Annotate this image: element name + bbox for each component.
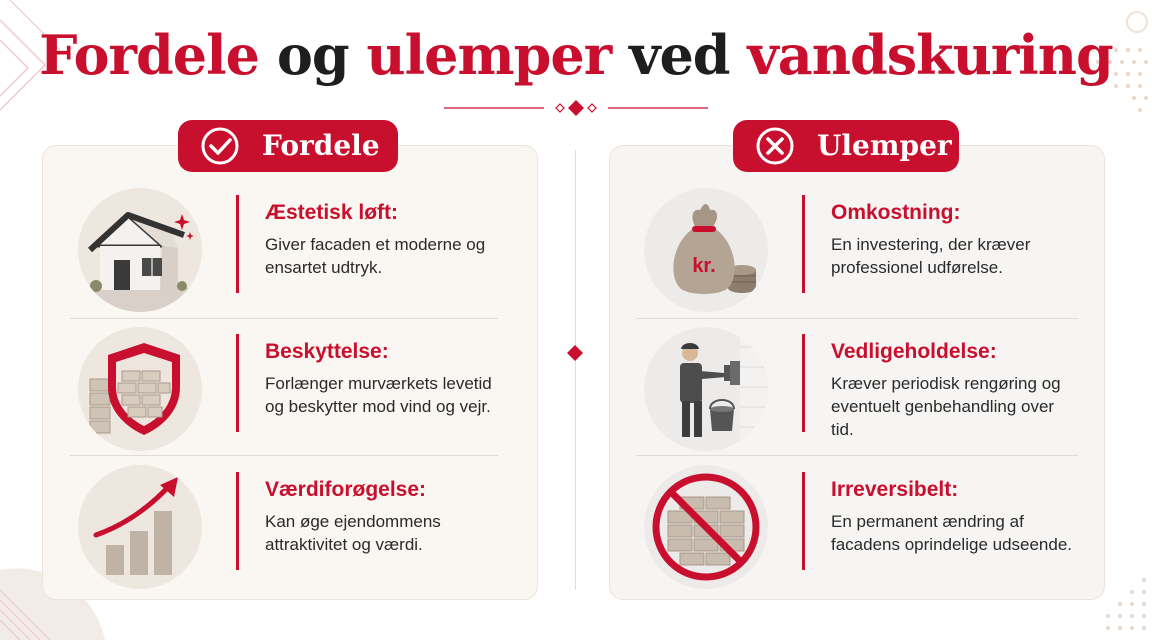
painter-icon	[644, 327, 768, 451]
pros-badge	[178, 120, 398, 172]
item-description: Forlænger murværkets levetid og beskytter mod vind og vejr.	[265, 374, 492, 416]
item-description: En permanent ændring af facadens oprindelige udseende.	[831, 512, 1073, 554]
cons-label: Ulemper	[817, 129, 952, 162]
row-separator	[636, 455, 1078, 456]
item-description: Kan øge ejendommens attraktivitet og værdi.	[265, 512, 441, 554]
cons-badge	[733, 120, 959, 172]
item-description: Kræver periodisk rengøring og eventuelt genbehandling over tid.	[831, 374, 1061, 439]
item-description: En investering, der kræver professionel udførelse.	[831, 235, 1031, 277]
title-word: ved	[629, 23, 730, 87]
money-bag-icon	[644, 188, 768, 312]
diamond-icon	[567, 345, 583, 361]
title-word: Fordele	[39, 23, 259, 87]
title-word: ulemper	[366, 23, 612, 87]
house-icon	[78, 188, 202, 312]
title-ornament	[440, 96, 712, 120]
item-heading: Æstetisk løft:	[265, 201, 399, 224]
no-brick-icon	[644, 465, 768, 589]
pros-item	[60, 183, 520, 313]
row-separator	[70, 455, 498, 456]
pros-label: Fordele	[262, 129, 380, 162]
x-circle-icon	[755, 126, 795, 166]
check-circle-icon	[200, 126, 240, 166]
shield-brick-icon	[78, 327, 202, 451]
page-title	[0, 20, 1152, 90]
cons-item	[626, 183, 1086, 313]
row-separator	[636, 318, 1078, 319]
money-bag-label: kr.	[692, 255, 716, 277]
pros-item	[60, 322, 520, 452]
row-separator	[70, 318, 498, 319]
pros-item	[60, 460, 520, 590]
cons-item	[626, 460, 1086, 590]
item-heading: Omkostning:	[831, 201, 961, 224]
item-description: Giver facaden et moderne og ensartet udtryk.	[265, 235, 486, 277]
item-heading: Irreversibelt:	[831, 478, 959, 501]
item-heading: Beskyttelse:	[265, 340, 389, 363]
item-heading: Værdiforøgelse:	[265, 478, 427, 501]
title-word: vandskuring	[747, 23, 1113, 87]
growth-chart-icon	[78, 465, 202, 589]
cons-item	[626, 322, 1086, 452]
title-word: og	[276, 23, 349, 87]
center-divider	[575, 150, 576, 590]
item-heading: Vedligeholdelse:	[831, 340, 997, 363]
